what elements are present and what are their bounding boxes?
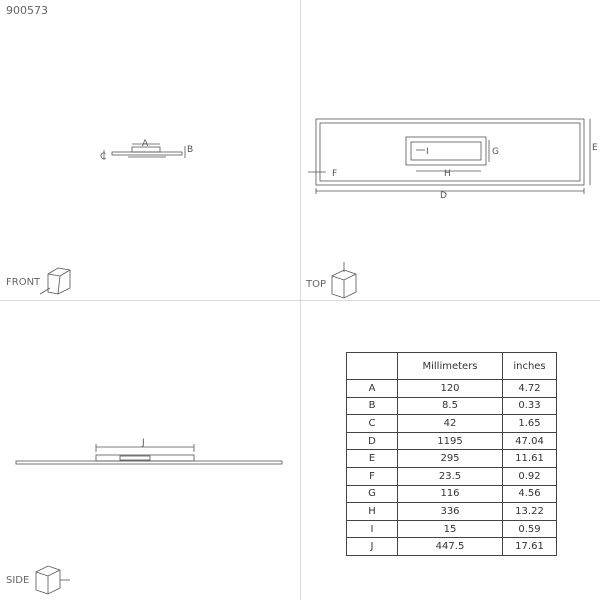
front-view-label: FRONT [6,277,41,288]
table-cell: D [347,432,398,450]
table-header: Millimeters [398,353,503,380]
dim-label-i: I [426,147,429,157]
top-view-label: TOP [306,279,327,290]
table-row [347,432,557,450]
table-cell: E [347,450,398,468]
side-view-label: SIDE [6,575,30,586]
table-cell: I [347,520,398,538]
table-cell: 1.65 [503,415,557,433]
dimensions-table [346,352,557,556]
table-row [347,397,557,415]
front-view [6,139,193,294]
dim-label-g: G [492,147,499,157]
table-row [347,450,557,468]
table-cell: F [347,467,398,485]
table-cell: B [347,397,398,415]
table-cell: A [347,380,398,398]
table-cell: G [347,485,398,503]
table-cell: H [347,503,398,521]
table-header [347,353,398,380]
side-view [6,438,282,594]
table-cell: J [347,538,398,556]
table-cell: 42 [398,415,503,433]
dim-label-c: C [100,152,107,162]
table-cell: 17.61 [503,538,557,556]
table-cell: 295 [398,450,503,468]
table-cell: 4.56 [503,485,557,503]
table-cell: C [347,415,398,433]
table-row [347,503,557,521]
table-cell: 13.22 [503,503,557,521]
top-cube-icon [332,262,356,298]
table-cell: 0.59 [503,520,557,538]
table-cell: 336 [398,503,503,521]
table-cell: 8.5 [398,397,503,415]
dim-label-h: H [444,169,451,179]
table-header-row [347,353,557,380]
table-cell: 4.72 [503,380,557,398]
table-cell: 23.5 [398,467,503,485]
dim-label-b: B [187,145,194,155]
table-row [347,415,557,433]
table-row [347,520,557,538]
product-id: 900573 [6,4,48,17]
table-row [347,380,557,398]
table-cell: 11.61 [503,450,557,468]
dim-label-e: E [592,143,598,153]
top-view [305,119,598,298]
table-row [347,467,557,485]
table-cell: 447.5 [398,538,503,556]
table-row [347,485,557,503]
table-cell: 0.92 [503,467,557,485]
dim-label-f: F [332,169,338,179]
dim-label-j: J [142,438,145,448]
side-cube-icon [36,566,70,594]
table-cell: 47.04 [503,432,557,450]
front-cube-icon [40,268,70,294]
table-cell: 0.33 [503,397,557,415]
table-cell: 1195 [398,432,503,450]
table-cell: 15 [398,520,503,538]
table-cell: 120 [398,380,503,398]
table-cell: 116 [398,485,503,503]
dim-label-d: D [440,191,447,201]
dim-label-a: A [142,139,149,149]
table-header: inches [503,353,557,380]
table-row [347,538,557,556]
